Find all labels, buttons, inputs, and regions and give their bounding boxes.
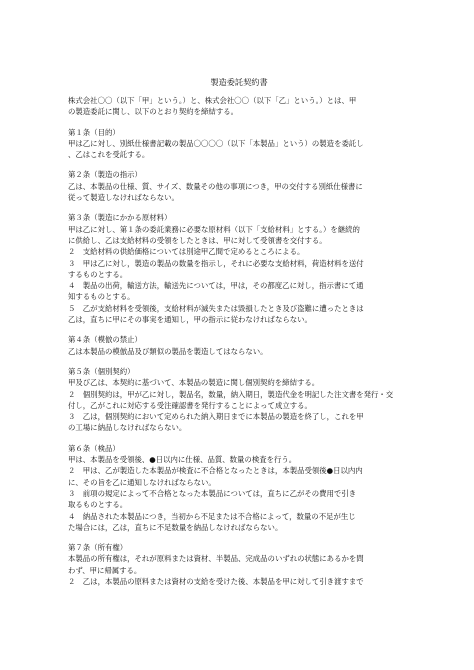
article-line: ５ 乙が支給材料を受領後，支給材料が滅失または毀損したとき及び盗難に遭ったときは <box>68 303 364 313</box>
article-heading: 第４条（模倣の禁止） <box>68 335 142 345</box>
preamble-line: 株式会社〇〇（以下「甲」という。）と、株式会社〇〇（以下「乙」という。）とは、甲 <box>68 96 357 105</box>
article-line: ２ 支給材料の供給価格については別途甲乙間で定めるところによる。 <box>68 247 305 257</box>
article-heading: 第３条（製造にかかる原材料） <box>68 213 172 223</box>
article-line: に供給し、乙は支給材料の受領をしたときは、甲に対して受領書を交付する。 <box>68 235 327 245</box>
article-line: 従って製造しなければならない。 <box>68 193 179 203</box>
article-line: ２ 個別契約は，甲が乙に対し，製品名，数量，納入期日，製造代金を明記した注文書を発行・交 <box>68 389 394 399</box>
article-1 <box>68 127 410 161</box>
article-heading: 第５条（個別契約） <box>68 366 135 376</box>
article-heading: 第６条（検品） <box>68 443 120 453</box>
article-line: 取るものとする。 <box>68 500 128 510</box>
article-line: に、その旨を乙に通知しなければならない。 <box>68 477 216 487</box>
article-line: 乙は，直ちに甲にその事実を通知し，甲の指示に従わなければならない。 <box>68 315 312 325</box>
article-7 <box>68 542 410 587</box>
preamble-line: の製造委託に関し、以下のとおり契約を締結する。 <box>68 107 238 117</box>
article-line: 本製品の所有権は，それが原料または資材、半製品、完成品のいずれの状態にあるかを問 <box>68 554 364 564</box>
article-line: 甲及び乙は、本契約に基づいて、本製品の製造に関し個別契約を締結する。 <box>68 378 320 388</box>
contract-page <box>68 76 410 596</box>
article-line: 甲は乙に対し、別紙仕様書記載の製品〇〇〇〇（以下「本製品」という）の製造を委託し <box>68 138 364 148</box>
article-line: 知するものとする。 <box>68 292 135 302</box>
article-line: ４ 製品の出荷，輸送方法，輸送先については，甲は，その都度乙に対し，指示書にて通 <box>68 281 364 291</box>
article-line: 、乙はこれを受託する。 <box>68 150 150 160</box>
article-heading: 第１条（目的） <box>68 127 120 137</box>
article-line: 乙は本製品の模倣品及び類似の製品を製造してはならない。 <box>68 346 268 356</box>
article-heading: 第７条（所有権） <box>68 543 128 553</box>
document-title: 製造委託契約書 <box>210 77 268 87</box>
article-line: するものとする。 <box>68 269 128 279</box>
article-2 <box>68 169 410 203</box>
article-line: ３ 乙は，個別契約において定められた納入期日までに本製品の製造を終了し，これを甲 <box>68 412 364 422</box>
article-line: た場合には，乙は，直ちに不足数量を納品しなければならない。 <box>68 522 283 532</box>
article-line: の工場に納品しなければならない。 <box>68 423 187 433</box>
article-line: ３ 甲は乙に対し，製造の製品の数量を指示し，それに必要な支給材料，荷造材料を送付 <box>68 258 364 268</box>
article-line: ４ 納品された本製品につき，当初から不足または不合格によって，数量の不足が生じ <box>68 511 356 521</box>
preamble <box>68 95 410 118</box>
article-line: 甲は、本製品を受領後、●日以内に仕様、品質、数量の検査を行う。 <box>68 455 297 465</box>
article-line: ３ 前項の規定によって不合格となった本製品については，直ちに乙がその費用で引き <box>68 488 357 498</box>
article-heading: 第２条（製造の指示） <box>68 170 142 180</box>
article-line: わず、甲に帰属する。 <box>68 565 142 575</box>
article-line: ２ 乙は，本製品の原料または資材の支給を受けた後、本製品を甲に対して引き渡すまで <box>68 576 364 586</box>
article-3 <box>68 212 410 325</box>
article-line: ２ 甲は、乙が製造した本製品が検査に不合格となったときは，本製品受領後●日以内内 <box>68 466 363 476</box>
article-6 <box>68 443 410 533</box>
article-5 <box>68 366 410 434</box>
article-line: 付し，乙がこれに対応する受注確認書を発行することによって成立する。 <box>68 400 312 410</box>
article-4 <box>68 334 410 357</box>
article-line: 乙は、本製品の仕様、質、サイズ、数量その他の事項につき，甲の交付する別紙仕様書に <box>68 181 363 191</box>
article-line: 甲は乙に対し、第１条の委託業務に必要な原材料（以下「支給材料」とする。）を継続的 <box>68 224 360 234</box>
